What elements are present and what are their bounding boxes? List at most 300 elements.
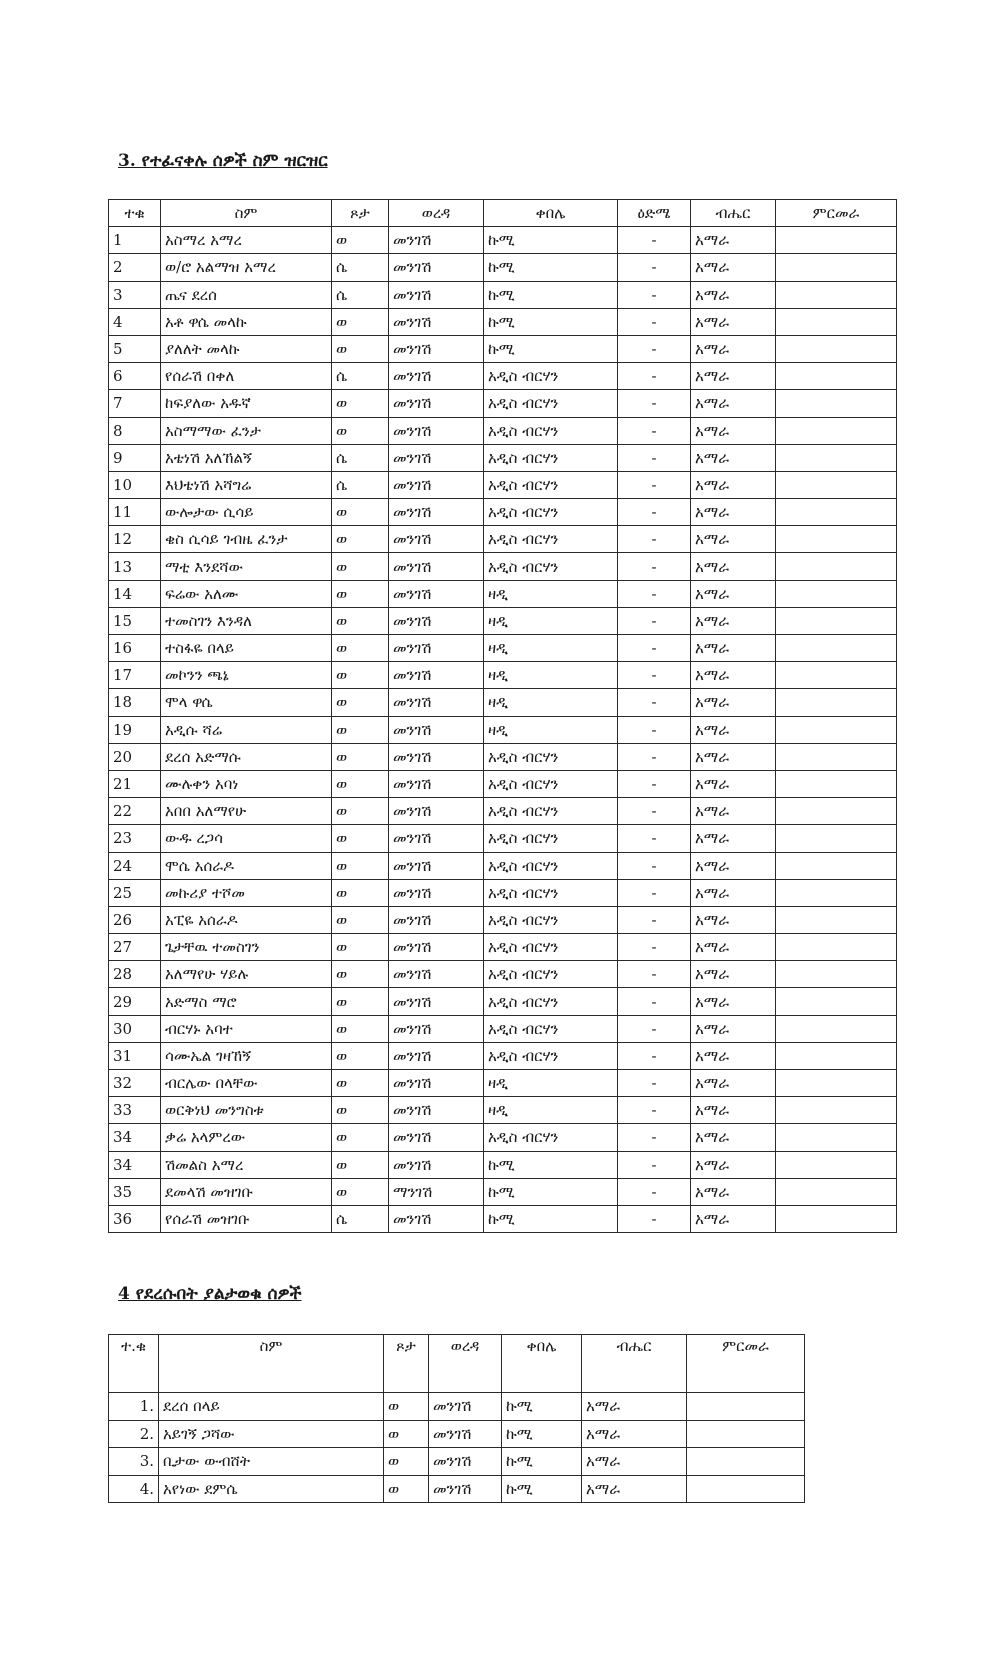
cell-ethnicity: አማራ <box>691 988 776 1015</box>
cell-ethnicity: አማራ <box>691 852 776 879</box>
cell-sex: ወ <box>332 798 389 825</box>
cell-ethnicity: አማራ <box>691 607 776 634</box>
cell-age: - <box>618 770 691 797</box>
cell-ethnicity: አማራ <box>691 662 776 689</box>
cell-woreda: መንገሽ <box>389 1124 484 1151</box>
cell-number: 30 <box>109 1015 161 1042</box>
cell-kebele: ኩሚ <box>484 254 618 281</box>
cell-name: መኮንን ጫኔ <box>161 662 332 689</box>
cell-woreda: መንገሽ <box>389 743 484 770</box>
cell-number: 6 <box>109 363 161 390</box>
cell-age: - <box>618 988 691 1015</box>
cell-ethnicity: አማራ <box>691 825 776 852</box>
table-row <box>109 1070 897 1097</box>
cell-number: 2. <box>109 1420 159 1448</box>
col-header-name: ስም <box>159 1335 384 1393</box>
cell-kebele: አዲስ ብርሃን <box>484 417 618 444</box>
table-header-row <box>109 1335 805 1393</box>
cell-kebele: ኩሚ <box>484 227 618 254</box>
cell-woreda: መንገሽ <box>389 227 484 254</box>
cell-name: ውሎታው ሲሳይ <box>161 499 332 526</box>
cell-sex: ወ <box>332 689 389 716</box>
cell-age: - <box>618 363 691 390</box>
cell-age: - <box>618 689 691 716</box>
cell-kebele: ኩሚ <box>502 1448 582 1476</box>
cell-age: - <box>618 1097 691 1124</box>
col-header-ethnicity: ብሔር <box>691 200 776 227</box>
cell-number: 14 <box>109 580 161 607</box>
cell-sex: ወ <box>332 716 389 743</box>
cell-name: ወርቅነህ መንግስቱ <box>161 1097 332 1124</box>
cell-sex: ወ <box>332 499 389 526</box>
cell-woreda: መንገሽ <box>389 852 484 879</box>
cell-age: - <box>618 526 691 553</box>
col-header-sex: ጾታ <box>384 1335 429 1393</box>
cell-sex: ወ <box>332 526 389 553</box>
cell-sex: ወ <box>332 1042 389 1069</box>
cell-remark <box>776 852 897 879</box>
cell-ethnicity: አማራ <box>691 444 776 471</box>
cell-name: አድማስ ማሮ <box>161 988 332 1015</box>
cell-sex: ወ <box>332 308 389 335</box>
table-row <box>109 499 897 526</box>
cell-remark <box>776 798 897 825</box>
cell-age: - <box>618 852 691 879</box>
table-row <box>109 1124 897 1151</box>
table-header-row <box>109 200 897 227</box>
cell-kebele: አዲስ ብርሃን <box>484 825 618 852</box>
cell-kebele: አዲስ ብርሃን <box>484 852 618 879</box>
table-row <box>109 1042 897 1069</box>
cell-remark <box>776 825 897 852</box>
cell-sex: ወ <box>332 934 389 961</box>
cell-number: 22 <box>109 798 161 825</box>
table-row <box>109 798 897 825</box>
cell-number: 32 <box>109 1070 161 1097</box>
cell-number: 27 <box>109 934 161 961</box>
cell-woreda: መንገሽ <box>389 281 484 308</box>
cell-number: 12 <box>109 526 161 553</box>
table-row <box>109 553 897 580</box>
cell-age: - <box>618 390 691 417</box>
cell-woreda: መንገሽ <box>389 553 484 580</box>
cell-ethnicity: አማራ <box>691 1178 776 1205</box>
cell-kebele: አዲስ ብርሃን <box>484 444 618 471</box>
cell-number: 25 <box>109 879 161 906</box>
cell-number: 16 <box>109 635 161 662</box>
table-row <box>109 1393 805 1421</box>
cell-remark <box>776 934 897 961</box>
cell-number: 7 <box>109 390 161 417</box>
cell-woreda: መንገሽ <box>389 934 484 961</box>
cell-ethnicity: አማራ <box>691 1070 776 1097</box>
cell-woreda: መንገሽ <box>389 607 484 634</box>
cell-woreda: መንገሽ <box>389 499 484 526</box>
cell-kebele: ኩሚ <box>484 281 618 308</box>
cell-name: አለማየሁ ሃይሉ <box>161 961 332 988</box>
cell-remark <box>776 1205 897 1232</box>
cell-remark <box>776 770 897 797</box>
cell-age: - <box>618 281 691 308</box>
cell-kebele: አዲስ ብርሃን <box>484 526 618 553</box>
cell-age: - <box>618 879 691 906</box>
table-row <box>109 281 897 308</box>
table-row <box>109 254 897 281</box>
cell-sex: ወ <box>332 906 389 933</box>
table-row <box>109 526 897 553</box>
cell-remark <box>776 1097 897 1124</box>
cell-woreda: መንገሽ <box>389 1070 484 1097</box>
cell-kebele: አዲስ ብርሃን <box>484 906 618 933</box>
table-row <box>109 988 897 1015</box>
cell-remark <box>776 635 897 662</box>
cell-remark <box>776 417 897 444</box>
cell-sex: ወ <box>332 825 389 852</box>
cell-age: - <box>618 417 691 444</box>
cell-number: 2 <box>109 254 161 281</box>
col-header-age: ዕድሜ <box>618 200 691 227</box>
table-row <box>109 852 897 879</box>
cell-woreda: መንገሽ <box>429 1448 502 1476</box>
table-row <box>109 1015 897 1042</box>
cell-name: ብርሃኑ አባተ <box>161 1015 332 1042</box>
cell-name: ወ/ሮ አልማዝ አማረ <box>161 254 332 281</box>
cell-age: - <box>618 553 691 580</box>
cell-remark <box>776 281 897 308</box>
cell-age: - <box>618 906 691 933</box>
cell-name: አየነው ደምሴ <box>159 1475 384 1503</box>
cell-remark <box>776 1178 897 1205</box>
table-row <box>109 934 897 961</box>
cell-ethnicity: አማራ <box>691 281 776 308</box>
cell-number: 34 <box>109 1124 161 1151</box>
table-row <box>109 1420 805 1448</box>
cell-number: 3. <box>109 1448 159 1476</box>
cell-sex: ወ <box>384 1420 429 1448</box>
cell-name: አበበ አለማየሁ <box>161 798 332 825</box>
cell-name: ቃሬ አላምረው <box>161 1124 332 1151</box>
col-header-name: ስም <box>161 200 332 227</box>
cell-sex: ወ <box>332 335 389 362</box>
cell-ethnicity: አማራ <box>691 961 776 988</box>
cell-name: አፒዬ አሰራዶ <box>161 906 332 933</box>
cell-age: - <box>618 798 691 825</box>
cell-kebele: ኩሚ <box>502 1393 582 1421</box>
cell-woreda: መንገሽ <box>389 879 484 906</box>
cell-ethnicity: አማራ <box>691 635 776 662</box>
cell-age: - <box>618 335 691 362</box>
cell-sex: ወ <box>332 662 389 689</box>
cell-name: ፍሬው አለሙ <box>161 580 332 607</box>
cell-age: - <box>618 1151 691 1178</box>
cell-ethnicity: አማራ <box>691 1205 776 1232</box>
cell-age: - <box>618 1124 691 1151</box>
cell-kebele: ኩሚ <box>502 1420 582 1448</box>
cell-woreda: መንገሽ <box>389 471 484 498</box>
cell-number: 5 <box>109 335 161 362</box>
cell-ethnicity: አማራ <box>691 906 776 933</box>
cell-woreda: መንገሽ <box>429 1393 502 1421</box>
cell-age: - <box>618 444 691 471</box>
cell-kebele: አዲስ ብርሃን <box>484 553 618 580</box>
cell-sex: ሴ <box>332 444 389 471</box>
cell-remark <box>776 499 897 526</box>
cell-remark <box>776 390 897 417</box>
cell-remark <box>776 607 897 634</box>
cell-number: 28 <box>109 961 161 988</box>
col-header-remark: ምርመራ <box>776 200 897 227</box>
cell-ethnicity: አማራ <box>691 798 776 825</box>
cell-name: ደረሰ በላይ <box>159 1393 384 1421</box>
cell-name: መኩሪያ ተሾመ <box>161 879 332 906</box>
cell-age: - <box>618 1070 691 1097</box>
cell-ethnicity: አማራ <box>691 1151 776 1178</box>
cell-name: አዲሱ ሻሬ <box>161 716 332 743</box>
cell-name: ሳሙኤል ገዛኸኝ <box>161 1042 332 1069</box>
cell-kebele: አዲስ ብርሃን <box>484 1042 618 1069</box>
cell-woreda: መንገሽ <box>389 335 484 362</box>
cell-remark <box>776 716 897 743</box>
cell-remark <box>687 1420 805 1448</box>
cell-remark <box>687 1393 805 1421</box>
cell-woreda: መንገሽ <box>389 1015 484 1042</box>
cell-name: ሙሉቀን አባነ <box>161 770 332 797</box>
col-header-remark: ምርመራ <box>687 1335 805 1393</box>
col-header-number: ተቁ <box>109 200 161 227</box>
cell-woreda: መንገሽ <box>389 961 484 988</box>
cell-remark <box>776 662 897 689</box>
table-row <box>109 335 897 362</box>
cell-age: - <box>618 961 691 988</box>
table-row <box>109 1475 805 1503</box>
cell-ethnicity: አማራ <box>691 308 776 335</box>
cell-sex: ወ <box>332 580 389 607</box>
cell-kebele: ዛዲ <box>484 689 618 716</box>
cell-woreda: መንገሽ <box>389 254 484 281</box>
cell-kebele: ዛዲ <box>484 635 618 662</box>
cell-woreda: ማንገሽ <box>389 1178 484 1205</box>
cell-sex: ሴ <box>332 471 389 498</box>
cell-name: ደረሰ አድማሱ <box>161 743 332 770</box>
cell-ethnicity: አማራ <box>582 1393 687 1421</box>
cell-woreda: መንገሽ <box>389 580 484 607</box>
cell-ethnicity: አማራ <box>691 499 776 526</box>
cell-number: 33 <box>109 1097 161 1124</box>
cell-name: የሰራሽ መዝገቡ <box>161 1205 332 1232</box>
cell-number: 29 <box>109 988 161 1015</box>
table-row <box>109 363 897 390</box>
cell-number: 23 <box>109 825 161 852</box>
cell-remark <box>776 1151 897 1178</box>
cell-woreda: መንገሽ <box>389 390 484 417</box>
cell-remark <box>776 308 897 335</box>
cell-woreda: መንገሽ <box>389 825 484 852</box>
cell-remark <box>776 879 897 906</box>
cell-sex: ወ <box>332 1124 389 1151</box>
cell-woreda: መንገሽ <box>389 526 484 553</box>
cell-sex: ወ <box>384 1448 429 1476</box>
cell-name: አይገኝ ጋሻው <box>159 1420 384 1448</box>
cell-remark <box>776 363 897 390</box>
cell-kebele: አዲስ ብርሃን <box>484 879 618 906</box>
cell-age: - <box>618 471 691 498</box>
cell-sex: ወ <box>332 635 389 662</box>
cell-name: የሰራሽ በቀለ <box>161 363 332 390</box>
cell-woreda: መንገሽ <box>389 988 484 1015</box>
cell-sex: ወ <box>332 553 389 580</box>
cell-name: ደመላሽ መዝገቡ <box>161 1178 332 1205</box>
cell-ethnicity: አማራ <box>691 689 776 716</box>
table-row <box>109 770 897 797</box>
cell-age: - <box>618 499 691 526</box>
cell-sex: ወ <box>332 607 389 634</box>
col-header-sex: ጾታ <box>332 200 389 227</box>
table-row <box>109 1448 805 1476</box>
cell-kebele: አዲስ ብርሃን <box>484 471 618 498</box>
cell-ethnicity: አማራ <box>691 1042 776 1069</box>
cell-remark <box>776 906 897 933</box>
cell-age: - <box>618 580 691 607</box>
cell-sex: ወ <box>384 1393 429 1421</box>
cell-remark <box>687 1448 805 1476</box>
cell-number: 13 <box>109 553 161 580</box>
cell-ethnicity: አማራ <box>691 934 776 961</box>
cell-name: ጌታቸዉ ተመስገን <box>161 934 332 961</box>
cell-age: - <box>618 607 691 634</box>
cell-ethnicity: አማራ <box>691 580 776 607</box>
table-row <box>109 227 897 254</box>
cell-ethnicity: አማራ <box>691 363 776 390</box>
cell-number: 18 <box>109 689 161 716</box>
cell-kebele: አዲስ ብርሃን <box>484 1015 618 1042</box>
col-header-ethnicity: ብሔር <box>582 1335 687 1393</box>
cell-remark <box>776 1070 897 1097</box>
cell-woreda: መንገሽ <box>389 308 484 335</box>
table-row <box>109 716 897 743</box>
cell-remark <box>776 526 897 553</box>
cell-kebele: ኩሚ <box>484 1178 618 1205</box>
cell-name: እህቴነሽ አሻግሬ <box>161 471 332 498</box>
section3-heading: 3. የተፈናቀሉ ሰዎች ስም ዝርዝር <box>118 151 328 171</box>
cell-name: አቴነሽ አለኸልኝ <box>161 444 332 471</box>
cell-age: - <box>618 934 691 961</box>
cell-woreda: መንገሽ <box>389 770 484 797</box>
cell-number: 20 <box>109 743 161 770</box>
cell-ethnicity: አማራ <box>582 1475 687 1503</box>
cell-age: - <box>618 662 691 689</box>
cell-ethnicity: አማራ <box>691 879 776 906</box>
cell-remark <box>776 335 897 362</box>
cell-name: ቄስ ሲሳይ ገብዜ ፈንታ <box>161 526 332 553</box>
cell-sex: ወ <box>332 879 389 906</box>
cell-name: አቶ ዋሴ መላኩ <box>161 308 332 335</box>
table-row <box>109 1097 897 1124</box>
col-header-woreda: ወረዳ <box>429 1335 502 1393</box>
cell-number: 4 <box>109 308 161 335</box>
cell-number: 4. <box>109 1475 159 1503</box>
cell-kebele: አዲስ ብርሃን <box>484 961 618 988</box>
cell-remark <box>687 1475 805 1503</box>
cell-name: ያለለት መላኩ <box>161 335 332 362</box>
cell-kebele: ኩሚ <box>484 335 618 362</box>
cell-sex: ወ <box>332 227 389 254</box>
cell-remark <box>776 471 897 498</box>
section4-heading: 4 የደረሱበት ያልታወቁ ሰዎች <box>118 1284 302 1304</box>
cell-sex: ወ <box>332 1178 389 1205</box>
table-row <box>109 961 897 988</box>
cell-age: - <box>618 308 691 335</box>
cell-kebele: አዲስ ብርሃን <box>484 363 618 390</box>
cell-name: ቢታው ውብሸት <box>159 1448 384 1476</box>
cell-name: ብርሌው በላቸው <box>161 1070 332 1097</box>
cell-kebele: ኩሚ <box>484 1151 618 1178</box>
cell-number: 24 <box>109 852 161 879</box>
cell-ethnicity: አማራ <box>582 1420 687 1448</box>
table-row <box>109 1178 897 1205</box>
missing-persons-table <box>108 1334 805 1503</box>
cell-number: 9 <box>109 444 161 471</box>
cell-age: - <box>618 254 691 281</box>
cell-remark <box>776 689 897 716</box>
cell-woreda: መንገሽ <box>389 1042 484 1069</box>
cell-kebele: አዲስ ብርሃን <box>484 499 618 526</box>
cell-kebele: ዛዲ <box>484 607 618 634</box>
cell-name: ጤና ደረሰ <box>161 281 332 308</box>
cell-woreda: መንገሽ <box>429 1475 502 1503</box>
cell-sex: ሴ <box>332 363 389 390</box>
cell-sex: ወ <box>384 1475 429 1503</box>
cell-name: አስማማው ፈንታ <box>161 417 332 444</box>
cell-age: - <box>618 227 691 254</box>
cell-number: 3 <box>109 281 161 308</box>
cell-ethnicity: አማራ <box>582 1448 687 1476</box>
cell-name: ከፍያለው አዱኛ <box>161 390 332 417</box>
cell-ethnicity: አማራ <box>691 716 776 743</box>
cell-number: 1 <box>109 227 161 254</box>
cell-number: 31 <box>109 1042 161 1069</box>
cell-ethnicity: አማራ <box>691 1015 776 1042</box>
cell-woreda: መንገሽ <box>389 635 484 662</box>
table-row <box>109 1151 897 1178</box>
col-header-number: ተ.ቁ <box>109 1335 159 1393</box>
cell-kebele: ኩሚ <box>484 308 618 335</box>
cell-ethnicity: አማራ <box>691 553 776 580</box>
cell-number: 36 <box>109 1205 161 1232</box>
cell-age: - <box>618 716 691 743</box>
cell-sex: ወ <box>332 770 389 797</box>
cell-number: 8 <box>109 417 161 444</box>
cell-remark <box>776 227 897 254</box>
cell-sex: ወ <box>332 390 389 417</box>
col-header-woreda: ወረዳ <box>389 200 484 227</box>
cell-age: - <box>618 1042 691 1069</box>
cell-name: ተመስገን እንዳለ <box>161 607 332 634</box>
cell-age: - <box>618 1178 691 1205</box>
table-row <box>109 417 897 444</box>
cell-age: - <box>618 825 691 852</box>
table-row <box>109 743 897 770</box>
cell-sex: ወ <box>332 743 389 770</box>
cell-number: 26 <box>109 906 161 933</box>
cell-age: - <box>618 743 691 770</box>
cell-woreda: መንገሽ <box>389 716 484 743</box>
cell-number: 35 <box>109 1178 161 1205</box>
cell-kebele: ኩሚ <box>484 1205 618 1232</box>
table-row <box>109 662 897 689</box>
cell-woreda: መንገሽ <box>429 1420 502 1448</box>
cell-name: ውዱ ረጋሳ <box>161 825 332 852</box>
cell-kebele: ኩሚ <box>502 1475 582 1503</box>
